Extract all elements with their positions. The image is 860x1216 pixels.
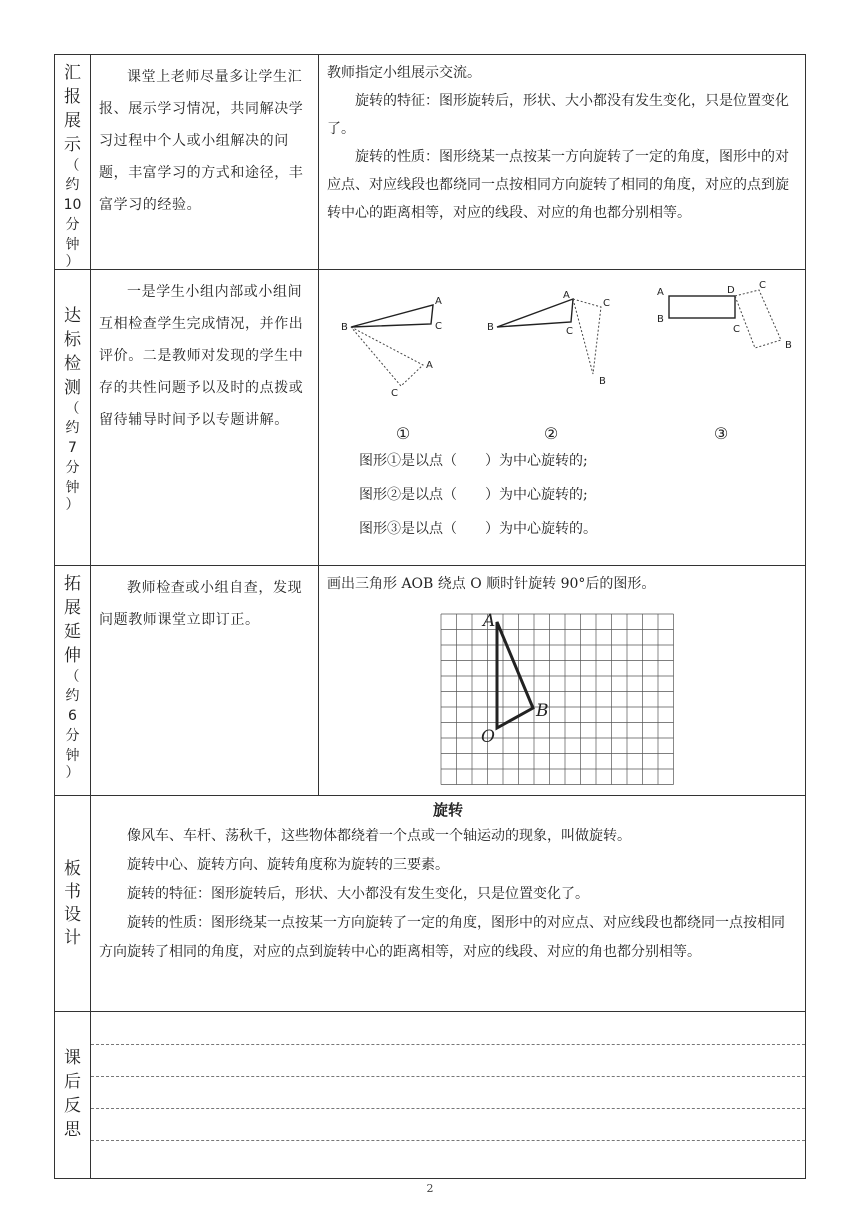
report-line: 旋转的性质：图形绕某一点按某一方向旋转了一定的角度，图形中的对应点、对应线段也都绕同一点按相同方向旋转了相同的角度，对应的点到旋转中心的距离相等，对应的线段、对应的角也都分别相等。 [327,149,789,221]
label-char: 汇 [64,63,81,83]
label-char: 标 [64,330,81,350]
point-label: A [483,611,496,631]
ruled-line [91,1044,805,1045]
check-method-text: 一是学生小组内部或小组间互相检查学生完成情况，并作出评价。二是教师对发现的学生中存的共性问题予以及时的点拨或留待辅导时间予以专题讲解。 [99,284,304,428]
board-label [55,796,91,1011]
fig1-rotated-triangle [351,327,423,386]
point-label: D [727,285,735,296]
label-char: 达 [64,306,81,326]
label-char: ） [65,254,80,270]
label-char: ） [65,765,80,781]
point-label: O [481,727,495,747]
check-questions [327,444,797,546]
reflection-row [54,1011,806,1179]
label-char: （ [65,401,80,417]
point-label: B [487,322,494,333]
fig2-triangle [497,299,573,327]
label-char: 延 [64,622,81,642]
label-char: 反 [64,1096,81,1116]
label-char: 书 [64,882,81,902]
label-char: 后 [64,1072,81,1092]
point-label: C [391,388,398,399]
label-char: 检 [64,354,81,374]
label-char: 钟 [65,237,80,253]
label-char: 拓 [64,574,81,594]
label-char: 报 [64,87,81,107]
label-char: 约 [65,688,80,704]
label-char: 伸 [64,646,81,666]
board-line: 旋转的性质：图形绕某一点按某一方向旋转了一定的角度，图形中的对应点、对应线段也都绕同一点按相同方向旋转了相同的角度，对应的点到旋转中心的距离相等，对应的线段、对应的角也都分别相等。 [99,915,785,960]
label-char: 测 [64,378,81,398]
check-content [319,270,805,565]
question-line: 图形②是以点（ ）为中心旋转的; [359,487,588,503]
point-label: C [759,280,766,291]
report-row [54,54,806,270]
report-label [55,55,91,269]
point-label: B [599,376,606,387]
figure-label: ③ [713,424,729,443]
point-label: A [435,296,442,307]
rotation-figures [319,274,799,444]
extend-row [54,565,806,796]
figure-label: ② [543,424,559,443]
label-char: 展 [64,598,81,618]
label-char: 10 [63,197,82,213]
point-label: C [603,298,610,309]
label-char: 约 [65,420,80,436]
board-line: 像风车、车杆、荡秋千，这些物体都绕着一个点或一个轴运动的现象，叫做旋转。 [127,828,631,844]
point-label: B [785,340,792,351]
point-label: A [563,290,570,301]
point-label: C [435,321,442,332]
point-label: A [426,360,433,371]
point-label: A [657,287,664,298]
ruled-line [91,1076,805,1077]
board-title: 旋转 [432,801,463,819]
report-method [91,55,319,269]
page-number: 2 [426,1182,434,1195]
fig1-triangle [351,305,433,327]
label-char: 设 [64,905,81,925]
board-line: 旋转的特征：图形旋转后，形状、大小都没有发生变化，只是位置变化了。 [127,886,589,902]
label-char: 展 [64,111,81,131]
point-label: B [341,322,348,333]
label-char: 板 [64,859,81,879]
report-method-text: 课堂上老师尽量多让学生汇报、展示学习情况，共同解决学习过程中个人或小组解决的问题，丰富学习的方式和途径，丰富学习的经验。 [99,69,304,213]
extend-method-text: 教师检查或小组自查，发现问题教师课堂立即订正。 [99,580,303,628]
report-line: 教师指定小组展示交流。 [327,65,481,81]
label-char: 课 [64,1048,81,1068]
question-line: 图形③是以点（ ）为中心旋转的。 [359,521,597,537]
point-label: C [733,324,740,335]
check-method [91,270,319,565]
check-row [54,269,806,566]
label-char: 约 [65,177,80,193]
label-char: 钟 [65,748,80,764]
extend-task: 画出三角形 AOB 绕点 O 顺时针旋转 90°后的图形。 [327,576,656,592]
fig2-rotated-triangle [573,299,601,374]
question-line: 图形①是以点（ ）为中心旋转的; [359,453,588,469]
label-char: （ [65,669,80,685]
figure-label: ① [395,424,411,443]
check-label [55,270,91,565]
label-char: 示 [64,135,81,155]
ruled-line [91,1140,805,1141]
report-content [319,55,805,269]
point-label: C [566,326,573,337]
extend-label [55,566,91,795]
label-char: ） [65,497,80,513]
label-char: 分 [65,460,80,476]
board-content [91,796,805,1011]
board-row [54,795,806,1012]
label-char: 钟 [65,480,80,496]
point-label: B [657,314,664,325]
fig3-rectangle [669,296,735,318]
grid-figure [437,610,677,790]
extend-content [319,566,805,795]
label-char: （ [65,158,80,174]
board-line: 旋转中心、旋转方向、旋转角度称为旋转的三要素。 [127,857,449,873]
label-char: 分 [65,217,80,233]
triangle-aob [497,622,533,728]
fig3-rotated-rectangle [735,290,781,348]
extend-method [91,566,319,795]
point-label: B [536,701,549,721]
label-char: 7 [68,440,77,456]
label-char: 分 [65,728,80,744]
label-char: 思 [64,1120,81,1140]
label-char: 6 [68,708,77,724]
label-char: 计 [64,928,81,948]
report-line: 旋转的特征：图形旋转后，形状、大小都没有发生变化，只是位置变化了。 [327,93,789,137]
reflection-label [55,1012,91,1178]
ruled-line [91,1108,805,1109]
